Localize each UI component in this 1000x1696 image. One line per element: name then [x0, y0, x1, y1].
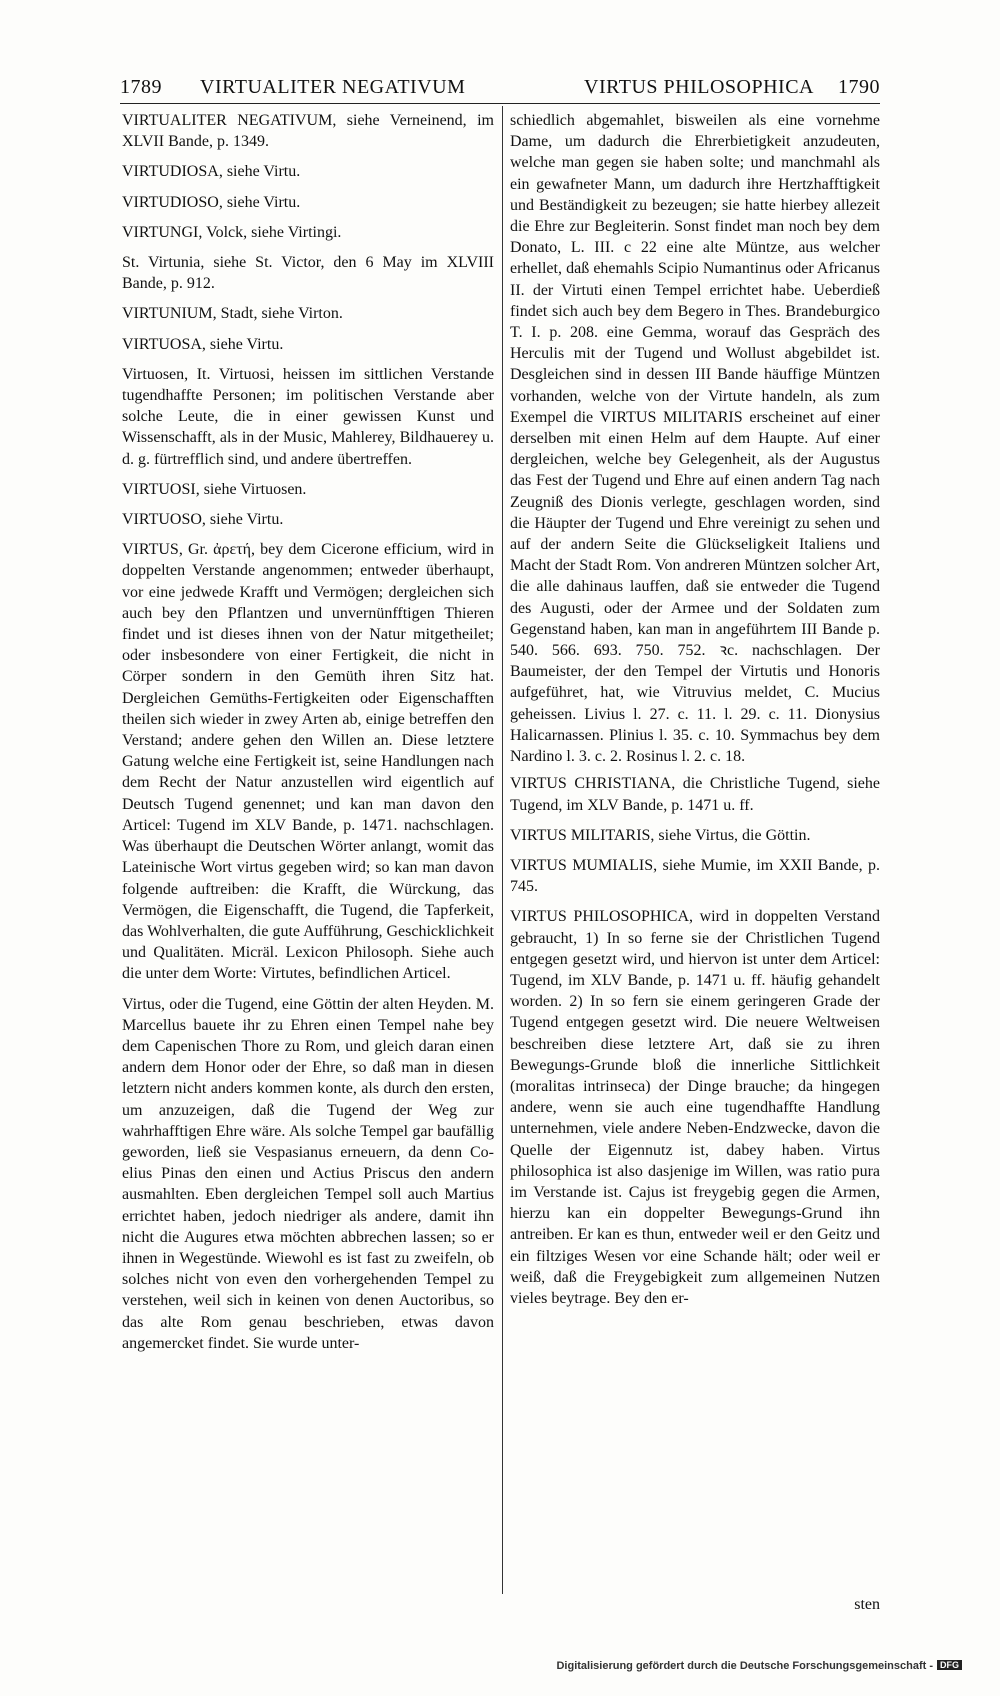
- entry-virtus-militaris: VIRTUS MILITARIS, siehe Virtus, die Göttin.: [510, 826, 811, 844]
- entry-virtuoso: VIRTUOSO, siehe Virtu.: [122, 511, 284, 529]
- entry-virtudioso: VIRTUDIOSO, siehe Virtu.: [122, 193, 301, 211]
- entry-virtunium: VIRTUNIUM, Stadt, siehe Virton.: [122, 305, 343, 323]
- entry-virtuosi: VIRTUOSI, siehe Virtuosen.: [122, 480, 307, 498]
- entry-virtus-goettin-continued: schiedlich abgemahlet, bisweilen als eine vornehme Dame, um dadurch die Ehrerbietigkeit anzudeuten, welche man gegen sie haben solte; und manchmahl als ein gewafneter Mann, um dadurch ihre Hertzhafftigkeit und Beständigkeit zu bezeugen; sie hatte hierbey allezeit die Ehre zur Begleiterin. Sonst findet man noch bey dem Donato, L. III. c 22 eine alte Müntze, aus welcher erhellet, daß ehemahls Scipio Numantinus oder Africanus II. der Virtuti einen Tempel errichtet habe. Ueberdieß findet sich auch bey dem Begero in Thes. Brandeburgico T. I. p. 208. eine Gemma, worauf das Gespräch des Herculis mit der Tugend und Wollust abgebildet ist. Desgleichen sind in dessen III Bande häuffige Müntzen vorhanden, welche von der Virtute handeln, als zum Exempel die VIRTUS MILITARIS erscheinet auf einer derselben mit einen Helm auf dem Haupte. Auf einer dergleichen, welche bey Gelegenheit, als der Augustus das Fest der Tugend und Ehre auf einen andern Tag nach Zeugniß des Dionis verlegte, geschlagen worden, sind die Häupter der Tugend und Ehre vereinigt zu sehen und auf der andern Seite die Glückseligkeit Italiens und Macht der Stadt Rom. Von andreren Müntzen solcher Art, die alle dahinaus lauffen, daß sie entweder die Tugend des Augusti, oder der Armee und der Soldaten zum Gegenstand haben, kan man in angeführtem III Bande p. 540. 566. 693. 750. 752. ꝛc. nachschlagen. Der Baumeister, der den Tempel der Virtutis und Honoris aufgeführet, hat, wie Vitruvius meldet, C. Mucius geheissen. Livius l. 27. c. 11. l. 29. c. 11. Dionysius Halicarnassen. Plinius l. 35. c. 10. Symmachus bey dem Nardino l. 3. c. 2. Rosinus l. 2. c. 18.: [510, 112, 880, 766]
- right-column: [510, 110, 880, 1318]
- entry-virtualiter-negativum: VIRTUALITER NEGATIVUM, siehe Verneinend, im XLVII Bande, p. 1349.: [122, 112, 494, 151]
- entry-virtus-philosophica: VIRTUS PHILOSOPHICA, wird in doppelten Verstand gebraucht, 1) In so ferne sie der Christlichen Tugend entgegen gesetzt wird, und hiervon ist unter dem Articel: Tugend, im XLV Bande, p. 1471 u. ff. häufig gehandelt worden. 2) In so fern sie einem geringeren Grade der Tugend entgegen gesetzt wird. Die neuere Weltweisen beschreiben diese letztere Art, daß sie zu ihren Bewegungs-Grunde bloß die innerliche Sittlichkeit (moralitas intrinseca) der Dinge brauche; da hingegen andere, wenn sie auch eine tugendhaffte Handlung unternehmen, viele andere Neben-Endzwecke, davon die Quelle der Eigennutz ist, dabey haben. Virtus philosophica ist also dasjenige im Willen, was ratio pura im Verstande ist. Cajus ist freygebig gegen die Armen, hierzu kan ein doppelter Bewegungs-Grund ihn antreiben. Er kan es thun, entweder weil er den Geitz und ein filtziges Wesen vor eine Schande hält; oder weil er weiß, daß die Freygebigkeit zum allgemeinen Nutzen vieles beytrage. Bey den er-: [510, 908, 880, 1307]
- catchword: sten: [854, 1596, 880, 1613]
- entry-virtus: VIRTUS, Gr. ἀρετή, bey dem Cicerone efficium, wird in doppelten Verstande angenommen; entweder überhaupt, vor eine jedwede Krafft und Vermögen; dergleichen sich auch bey den Pflantzen und unvernünfftigen Thieren findet und ist dieses ihnen von der Natur mitgetheilet; oder insbesondere von einer Fertigkeit, die nicht in Cörper sondern in den Gemüth ihren Sitz hat. Dergleichen Gemüths-Fertigkeiten oder Eigenschafften theilen sich wieder in zwey Arten ab, einige betreffen den Verstand; andere gehen den Willen an. Diese letztere Gatung welche eine Fertigkeit ist, seine Handlungen nach dem Recht der Natur anzustellen wird eigentlich auf Deutsch Tugend genennet; und kan man davon den Articel: Tugend im XLV Bande, p. 1471. nachschlagen. Was überhaupt die Deutschen Wörter anlangt, womit das Lateinische Wort virtus gegeben wird; so kan man davon folgende auftreiben: die Krafft, die Würckung, das Vermögen, die Eigenschafft, die Tugend, die Tapferkeit, das Wohlverhalten, die gute Aufführung, Geschicklichkeit und Qualitäten. Micräl. Lexicon Philosoph. Siehe auch die unter dem Worte: Virtutes, befindlichen Articel.: [122, 541, 494, 983]
- column-divider: [502, 106, 503, 1594]
- entry-virtudiosa: VIRTUDIOSA, siehe Virtu.: [122, 163, 301, 181]
- footer-text: Digitalisierung gefördert durch die Deutsche Forschungsgemeinschaft -: [556, 1660, 933, 1672]
- entry-virtus-mumialis: VIRTUS MUMIALIS, siehe Mumie, im XXII Bande, p. 745.: [510, 856, 880, 896]
- running-title-right: VIRTUS PHILOSOPHICA: [584, 76, 814, 98]
- entry-virtus-goettin: Virtus, oder die Tugend, eine Göttin der alten Heyden. M. Marcellus bauete ihr zu Ehren einen Tempel nahe bey dem Capenischen Thore zu Rom, und gleich daran einen andern dem Honor oder der Ehre, so daß man in diesen letztern nicht anders kommen konte, als durch den ersten, um anzuzeigen, daß die Tugend der Weg zur wahrhafftigen Ehre wäre. Als solche Tempel gar baufällig geworden, ließ sie Vespasianus erneuern, da denn Co- elius Pinas den einen und Actius Priscus den andern ausmahlten. Eben dergleichen Tempel soll auch Martius errichtet haben, jedoch niedriger als andere, damit ihn nicht die Augures etwa möchten abbrechen lassen; so er ihnen in Wegestünde. Wiewohl es ist fast zu zweifeln, ob solches nicht von even den vorhergehenden Tempel zu verstehen, weil sich in keinen von denen Auctoribus, so das alte Rom genau beschrieben, etwas davon angemercket findet. Sie wurde unter-: [122, 995, 494, 1352]
- entry-st-virtunia: St. Virtunia, siehe St. Victor, den 6 May im XLVIII Bande, p. 912.: [122, 254, 494, 293]
- entry-virtungi: VIRTUNGI, Volck, siehe Virtingi.: [122, 223, 342, 241]
- page-number-right: 1790: [838, 76, 880, 98]
- entry-virtuosa: VIRTUOSA, siehe Virtu.: [122, 335, 284, 353]
- entry-virtuosen: Virtuosen, It. Virtuosi, heissen im sittlichen Verstande tugendhaffte Personen; im politischen Verstande aber solche Leute, die in einer gewissen Kunst und Wissenschafft, als in der Music, Mahlerey, Bildhauerey u. d. g. fürtrefflich sind, und andere übertreffen.: [122, 365, 494, 468]
- entry-virtus-christiana: VIRTUS CHRISTIANA, die Christliche Tugend, siehe Tugend, im XLV Bande, p. 1471 u. ff.: [510, 775, 880, 814]
- header-rule: [120, 103, 880, 104]
- left-column: [122, 110, 494, 1363]
- dfg-logo: DFG: [937, 1660, 962, 1670]
- digitization-footer: [556, 1660, 962, 1672]
- page-number-left: 1789: [120, 76, 162, 98]
- running-title-left: VIRTUALITER NEGATIVUM: [200, 76, 466, 98]
- running-head: [120, 76, 880, 102]
